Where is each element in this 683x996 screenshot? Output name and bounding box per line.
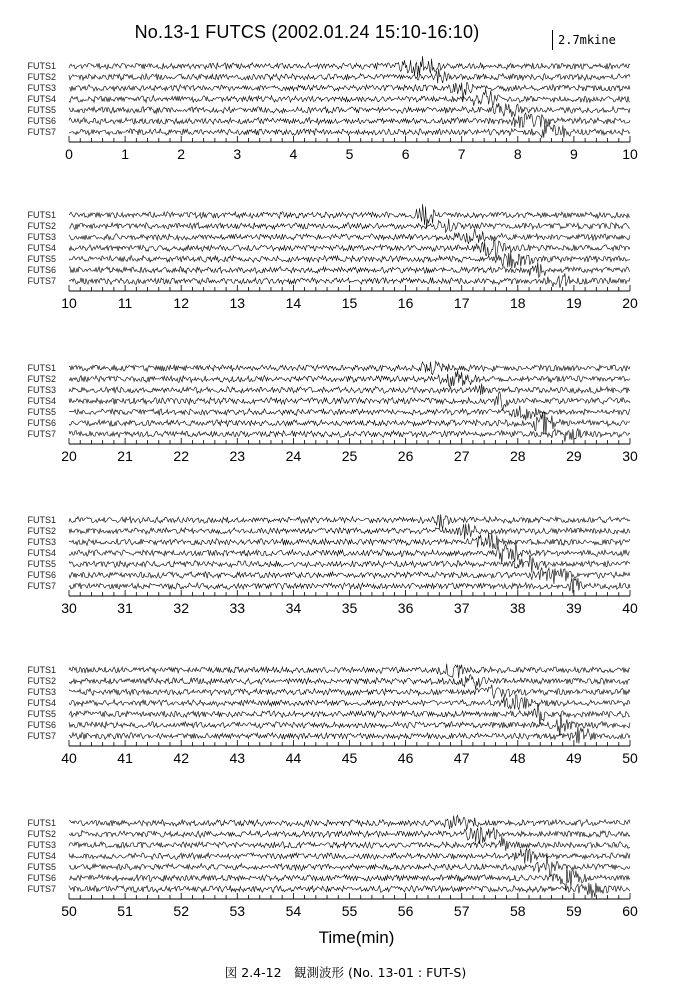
tick-label: 32 — [173, 600, 189, 616]
tick-label: 14 — [285, 295, 302, 311]
tick-label: 7 — [457, 146, 466, 162]
channel-label-futs6: FUTS6 — [27, 570, 56, 580]
trace-futs4 — [69, 543, 630, 563]
channel-label-futs4: FUTS4 — [27, 94, 56, 104]
tick-label: 8 — [513, 146, 522, 162]
tick-label: 11 — [117, 295, 133, 311]
trace-futs6 — [69, 714, 630, 736]
channel-label-futs2: FUTS2 — [27, 72, 56, 82]
tick-label: 45 — [341, 750, 358, 766]
channel-label-futs7: FUTS7 — [27, 429, 56, 439]
trace-futs5 — [69, 555, 630, 573]
channel-label-futs7: FUTS7 — [27, 127, 56, 137]
amplitude-scale-label: 2.7mkine — [558, 33, 616, 47]
tick-label: 25 — [341, 448, 358, 464]
tick-label: 10 — [622, 146, 638, 162]
channel-label-futs7: FUTS7 — [27, 731, 56, 741]
trace-futs1 — [69, 514, 630, 529]
trace-futs2 — [69, 219, 630, 233]
channel-label-futs5: FUTS5 — [27, 559, 56, 569]
trace-futs6 — [69, 113, 630, 128]
channel-label-futs6: FUTS6 — [27, 418, 56, 428]
tick-label: 22 — [173, 448, 189, 464]
channel-label-futs4: FUTS4 — [27, 243, 56, 253]
trace-futs6 — [69, 568, 630, 584]
channel-label-futs1: FUTS1 — [27, 210, 56, 220]
trace-futs1 — [69, 664, 630, 679]
tick-label: 56 — [397, 903, 414, 919]
panel-0 — [65, 56, 638, 162]
tick-label: 50 — [61, 903, 77, 919]
channel-label-futs6: FUTS6 — [27, 265, 56, 275]
channel-label-futs3: FUTS3 — [27, 537, 56, 547]
channel-label-futs3: FUTS3 — [27, 385, 56, 395]
channel-label-futs2: FUTS2 — [27, 526, 56, 536]
channel-label-futs4: FUTS4 — [27, 851, 56, 861]
trace-futs4 — [69, 240, 630, 257]
trace-futs7 — [69, 123, 630, 138]
panel-5 — [61, 815, 638, 919]
trace-futs2 — [69, 524, 630, 540]
tick-label: 30 — [622, 448, 638, 464]
tick-label: 59 — [566, 903, 582, 919]
channel-label-futs3: FUTS3 — [27, 840, 56, 850]
tick-label: 10 — [61, 295, 77, 311]
tick-label: 47 — [453, 750, 470, 766]
tick-label: 9 — [570, 146, 578, 162]
panel-2 — [61, 361, 638, 464]
channel-label-futs2: FUTS2 — [27, 374, 56, 384]
trace-futs4 — [69, 695, 630, 710]
tick-label: 16 — [397, 295, 414, 311]
channel-label-futs6: FUTS6 — [27, 116, 56, 126]
tick-label: 4 — [289, 146, 298, 162]
tick-label: 6 — [401, 146, 410, 162]
tick-label: 20 — [61, 448, 77, 464]
tick-label: 28 — [510, 448, 526, 464]
tick-label: 54 — [285, 903, 302, 919]
channel-label-futs4: FUTS4 — [27, 548, 56, 558]
tick-label: 35 — [341, 600, 358, 616]
tick-label: 40 — [622, 600, 638, 616]
tick-label: 0 — [65, 146, 73, 162]
channel-label-futs5: FUTS5 — [27, 407, 56, 417]
tick-label: 18 — [510, 295, 526, 311]
tick-label: 2 — [177, 146, 186, 162]
tick-label: 13 — [229, 295, 246, 311]
trace-futs3 — [69, 836, 630, 851]
tick-label: 29 — [566, 448, 582, 464]
tick-label: 15 — [341, 295, 358, 311]
trace-futs4 — [69, 89, 630, 106]
tick-label: 44 — [285, 750, 302, 766]
trace-futs3 — [69, 228, 630, 244]
tick-label: 51 — [117, 903, 133, 919]
figure-caption: 図 2.4-12 観測波形 (No. 13-01 : FUT-S) — [224, 965, 467, 980]
tick-label: 12 — [173, 295, 189, 311]
tick-label: 58 — [510, 903, 526, 919]
tick-label: 60 — [622, 903, 638, 919]
tick-label: 53 — [229, 903, 246, 919]
channel-label-futs7: FUTS7 — [27, 884, 56, 894]
tick-label: 57 — [453, 903, 470, 919]
tick-label: 50 — [622, 750, 638, 766]
trace-futs6 — [69, 867, 630, 891]
trace-futs2 — [69, 827, 630, 844]
tick-label: 27 — [453, 448, 470, 464]
chart-title: No.13-1 FUTCS (2002.01.24 15:10-16:10) — [134, 22, 480, 42]
tick-label: 31 — [117, 600, 133, 616]
tick-label: 41 — [117, 750, 133, 766]
trace-futs3 — [69, 685, 630, 699]
trace-futs5 — [69, 406, 630, 421]
tick-label: 39 — [566, 600, 582, 616]
trace-futs2 — [69, 69, 630, 83]
tick-label: 43 — [229, 750, 246, 766]
tick-label: 26 — [397, 448, 414, 464]
x-axis-title: Time(min) — [318, 928, 395, 947]
channel-label-futs1: FUTS1 — [27, 363, 56, 373]
channel-label-futs3: FUTS3 — [27, 83, 56, 93]
tick-label: 37 — [453, 600, 470, 616]
channel-label-futs2: FUTS2 — [27, 221, 56, 231]
tick-label: 49 — [566, 750, 582, 766]
channel-label-futs6: FUTS6 — [27, 720, 56, 730]
tick-label: 38 — [510, 600, 526, 616]
trace-futs5 — [69, 103, 630, 117]
tick-label: 48 — [510, 750, 526, 766]
tick-label: 21 — [117, 448, 133, 464]
tick-label: 19 — [566, 295, 582, 311]
tick-label: 34 — [285, 600, 302, 616]
channel-label-futs4: FUTS4 — [27, 698, 56, 708]
trace-futs3 — [69, 533, 630, 549]
tick-label: 52 — [173, 903, 189, 919]
channel-label-futs5: FUTS5 — [27, 709, 56, 719]
trace-futs4 — [69, 392, 630, 411]
panel-3 — [61, 514, 638, 616]
tick-label: 33 — [229, 600, 246, 616]
trace-futs3 — [69, 383, 630, 395]
channel-label-futs2: FUTS2 — [27, 829, 56, 839]
tick-label: 5 — [345, 146, 354, 162]
trace-futs5 — [69, 253, 630, 269]
channel-label-futs1: FUTS1 — [27, 61, 56, 71]
channel-label-futs7: FUTS7 — [27, 276, 56, 286]
tick-label: 1 — [121, 146, 129, 162]
tick-label: 40 — [61, 750, 77, 766]
trace-futs1 — [69, 361, 630, 374]
tick-label: 42 — [173, 750, 189, 766]
channel-label-futs4: FUTS4 — [27, 396, 56, 406]
tick-label: 23 — [229, 448, 246, 464]
channel-label-futs5: FUTS5 — [27, 254, 56, 264]
tick-label: 46 — [397, 750, 414, 766]
channel-label-futs1: FUTS1 — [27, 818, 56, 828]
tick-label: 24 — [285, 448, 302, 464]
channel-label-futs2: FUTS2 — [27, 676, 56, 686]
channel-label-futs3: FUTS3 — [27, 232, 56, 242]
channel-label-futs5: FUTS5 — [27, 862, 56, 872]
trace-futs6 — [69, 263, 630, 278]
panel-1 — [61, 204, 638, 311]
tick-label: 36 — [397, 600, 414, 616]
channel-label-futs5: FUTS5 — [27, 105, 56, 115]
trace-futs3 — [69, 83, 630, 101]
channel-label-futs7: FUTS7 — [27, 581, 56, 591]
trace-futs6 — [69, 412, 630, 435]
trace-futs5 — [69, 703, 630, 725]
trace-futs2 — [69, 370, 630, 387]
trace-futs1 — [69, 815, 630, 830]
channel-label-futs1: FUTS1 — [27, 515, 56, 525]
tick-label: 17 — [453, 295, 470, 311]
panel-4 — [61, 664, 638, 766]
tick-label: 30 — [61, 600, 77, 616]
tick-label: 20 — [622, 295, 638, 311]
trace-futs1 — [69, 204, 630, 229]
tick-label: 3 — [233, 146, 242, 162]
tick-label: 55 — [341, 903, 358, 919]
trace-futs2 — [69, 675, 630, 690]
channel-label-futs1: FUTS1 — [27, 665, 56, 675]
channel-label-futs6: FUTS6 — [27, 873, 56, 883]
channel-label-futs3: FUTS3 — [27, 687, 56, 697]
trace-futs4 — [69, 849, 630, 864]
